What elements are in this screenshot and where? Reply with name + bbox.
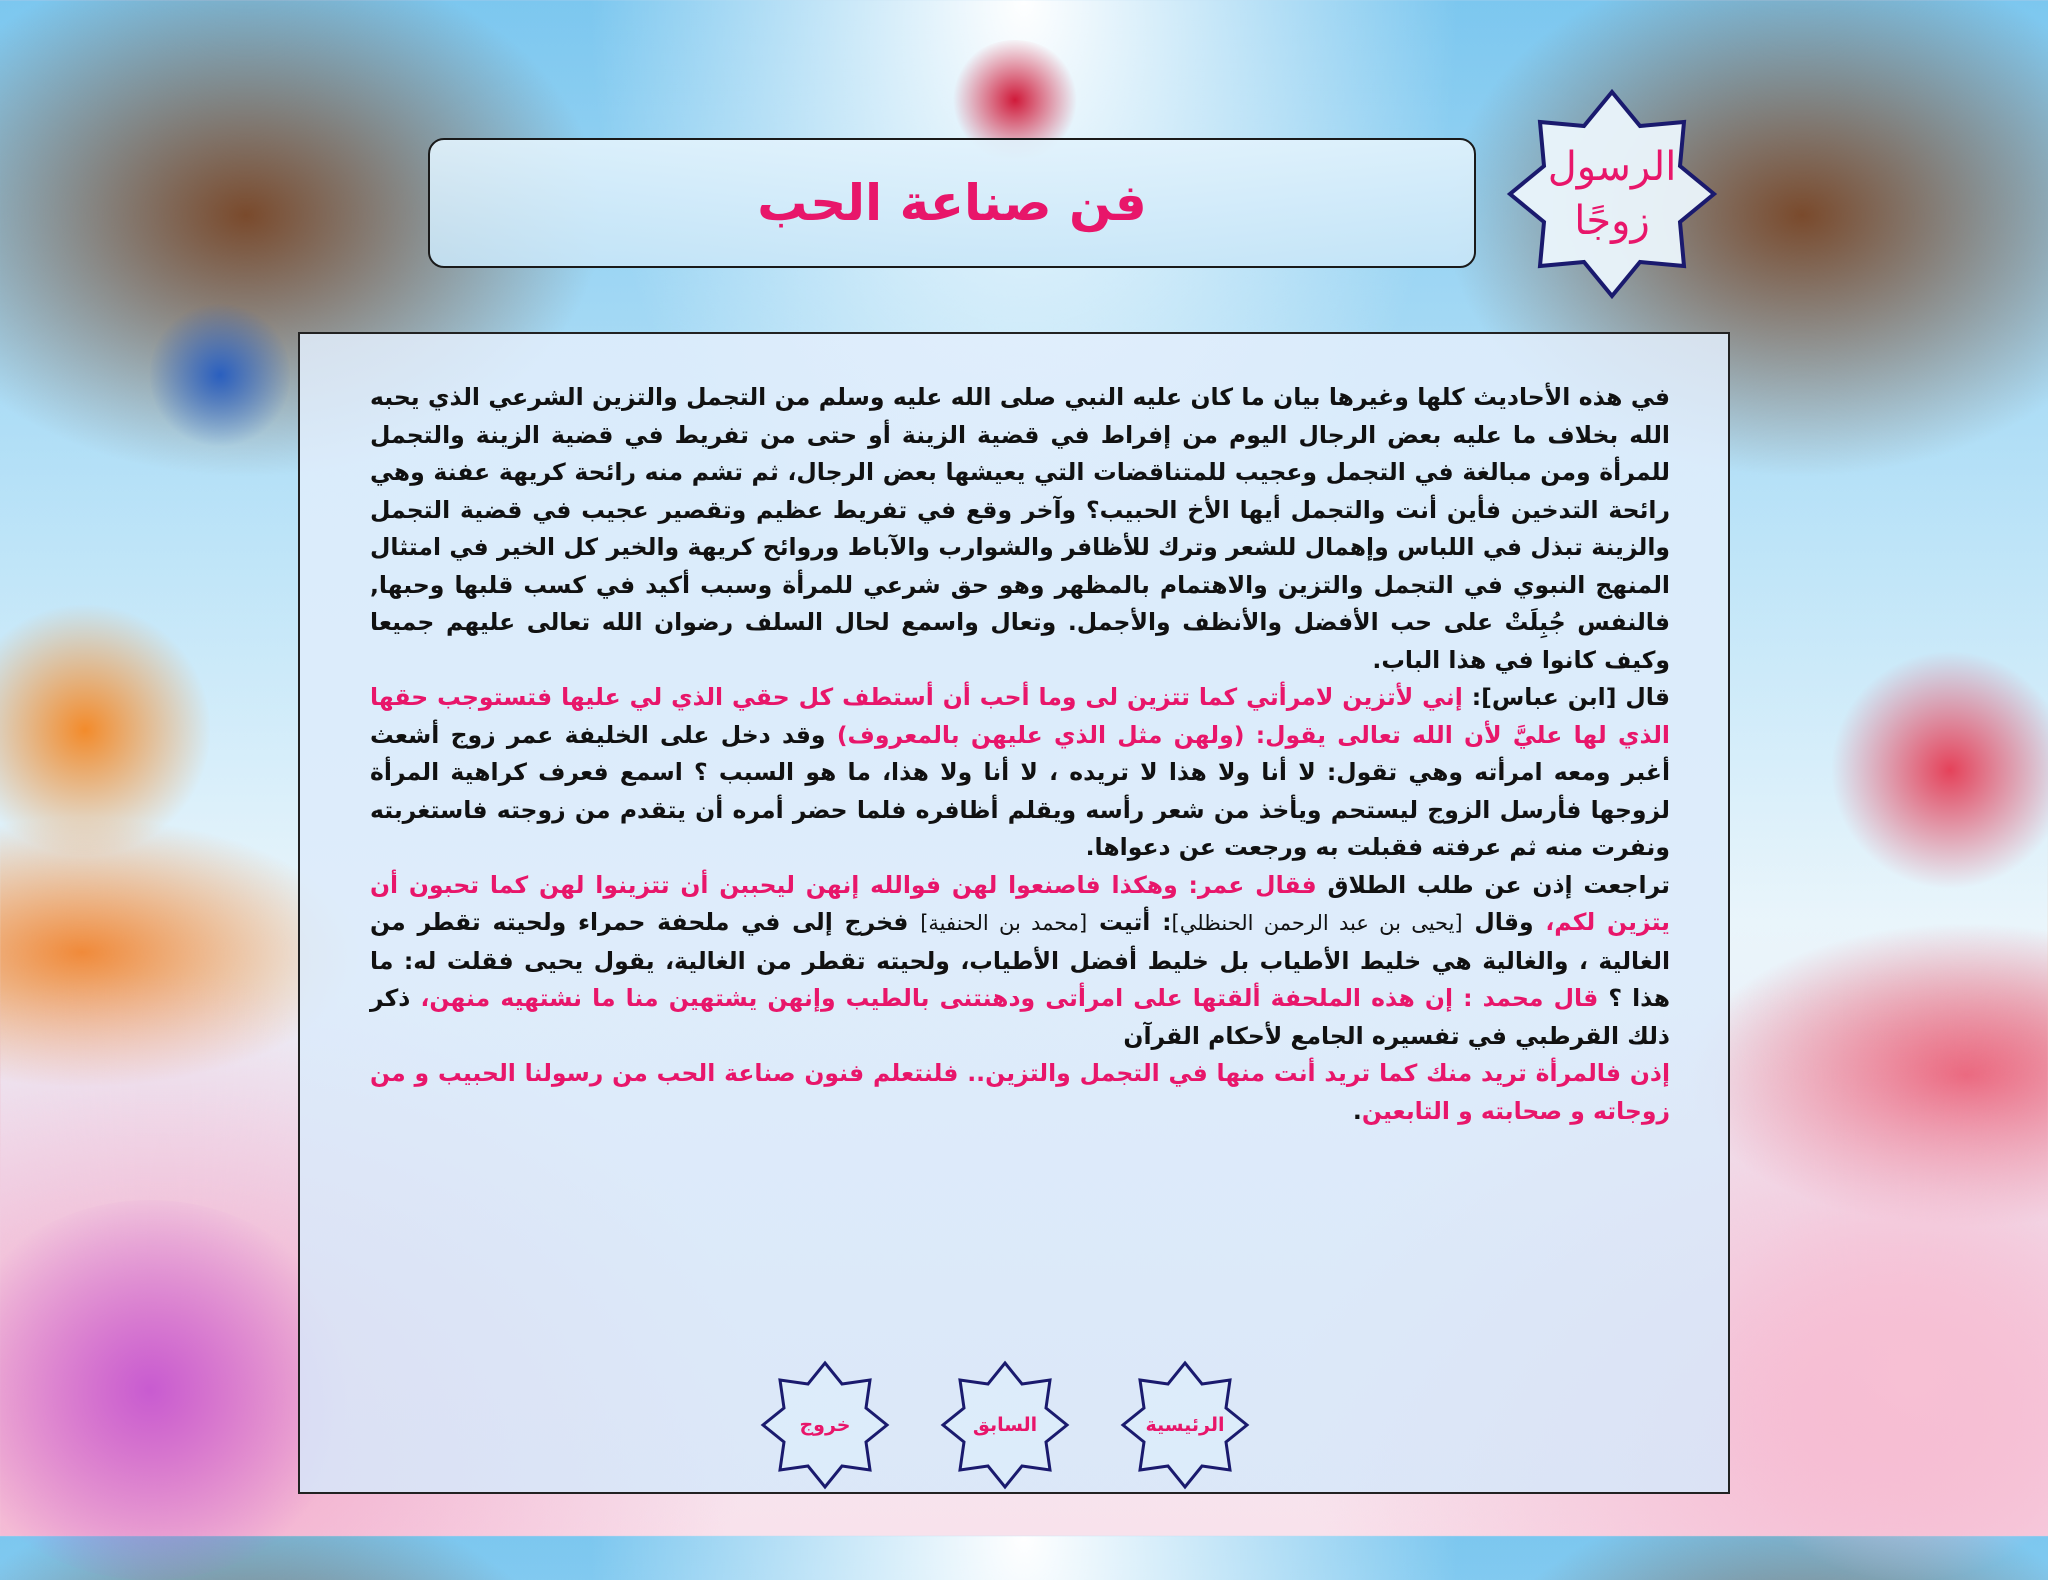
body-text (370, 379, 1670, 1130)
paragraph-1: في هذه الأحاديث كلها وغيرها بيان ما كان عليه النبي صلى الله عليه وسلم من التجمل والتزين الشرعي الذي يحبه الله بخلاف ما عليه بعض الرجال اليوم من إفراط في قضية الزينة أو حتى من تفريط في قضية الزينة والتجمل للمرأة ومن مبالغة في التجمل وعجيب للمتناقضات التي يعيشها بعض الرجال، ثم تشم منه رائحة كريهة عفنة وهي رائحة التدخين فأين أنت والتجمل أيها الأخ الحبيب؟ وآخر وقع في تفريط عظيم وتقصير عجيب في قضية التجمل والزينة تبذل في اللباس وإهمال للشعر وترك للأظافر والشوارب والآباط وروائح كريهة والخير كل الخير في امتثال المنهج النبوي في التجمل والتزين والاهتمام بالمظهر وهو حق شرعي للمرأة وسبب أكيد في كسب قلبها وحبها, فالنفس جُبِلَتْ على حب الأفضل والأنظف والأجمل. وتعال واسمع لحال السلف رضوان الله تعالى عليهم جميعا وكيف كانوا في هذا الباب. (370, 383, 1670, 674)
exit-button[interactable] (760, 1360, 890, 1490)
home-label: الرئيسية (1145, 1414, 1225, 1436)
paragraph-4 (370, 1055, 1670, 1130)
topic-badge (1506, 88, 1718, 300)
p3-mohammed-quote: قال محمد : إن هذه الملحفة ألقتها على امرأتى ودهنتنى بالطيب وإنهن يشتهين منا ما نشتهيه منهن، (420, 984, 1599, 1012)
page-title: فن صناعة الحب (757, 174, 1147, 232)
previous-label: السابق (972, 1414, 1038, 1436)
badge-line1: الرسول (1547, 144, 1677, 190)
decor-flower-left (0, 600, 210, 860)
p3-came: : أتيت (1087, 908, 1172, 936)
paragraph-2 (370, 679, 1670, 867)
decor-flowers-bottom-right (1700, 1180, 2048, 1580)
p3-said: وقال (1462, 908, 1546, 936)
p4-end: . (1352, 1096, 1362, 1125)
content-panel (298, 332, 1730, 1494)
paragraph-3 (370, 867, 1670, 1056)
p3-story: فخرج إلى في ملحفة حمراء ولحيته تقطر من الغالية ، والغالية هي خليط الأطياب بل خليط أفضل الأطياب، ولحيته تقطر من الغالية، يقول يحيى فقلت له: ما هذا ؟ (370, 908, 1671, 1012)
home-button[interactable] (1120, 1360, 1250, 1490)
p3-source: ذكر ذلك القرطبي في تفسيره الجامع لأحكام القرآن (370, 984, 1670, 1050)
p3-person: [محمد بن الحنفية] (920, 911, 1088, 935)
badge-line2: زوجًا (1574, 198, 1650, 244)
p3-narrator: [يحيى بن عبد الرحمن الحنظلي] (1171, 911, 1463, 935)
p4-conclusion: إذن فالمرأة تريد منك كما تريد أنت منها في التجمل والتزين.. فلنتعلم فنون صناعة الحب من رسولنا الحبيب و من زوجاته و صحابته و التابعين (370, 1059, 1670, 1125)
p2-quote: إني لأتزين لامرأتي كما تتزين لى وما أحب أن أستطف كل حقي الذي لي عليها فتستوجب حقها الذي لها عليَّ لأن الله تعالى يقول: (ولهن مثل الذي عليهن بالمعروف) (370, 683, 1670, 749)
exit-label: خروج (799, 1414, 851, 1436)
decor-bird (150, 300, 290, 450)
p3-omar-quote: فقال عمر: وهكذا فاصنعوا لهن فوالله إنهن ليحببن أن تتزينوا لهن كما تحبون أن يتزين لكم، (370, 870, 1670, 936)
previous-button[interactable] (940, 1360, 1070, 1490)
p3-intro: تراجعت إذن عن طلب الطلاق (1316, 870, 1670, 899)
decor-flower-right (1830, 650, 2048, 890)
p2-intro: قال [ابن عباس]: (1462, 683, 1670, 711)
p2-story: وقد دخل على الخليفة عمر زوج أشعث أغبر ومعه امرأته وهي تقول: لا أنا ولا هذا لا تريده ، لا أنا ولا هذا، ما هو السبب ؟ اسمع فعرف كراهية المرأة لزوجها فأرسل الزوج ليستحم ويأخذ من شعر رأسه ويقلم أظافره فلما حضر أمره أن يتقدم من زوجته فاستغربته ونفرت منه ثم عرفته فقبلت به ورجعت عن دعواها. (370, 720, 1670, 861)
title-bar (428, 138, 1476, 268)
